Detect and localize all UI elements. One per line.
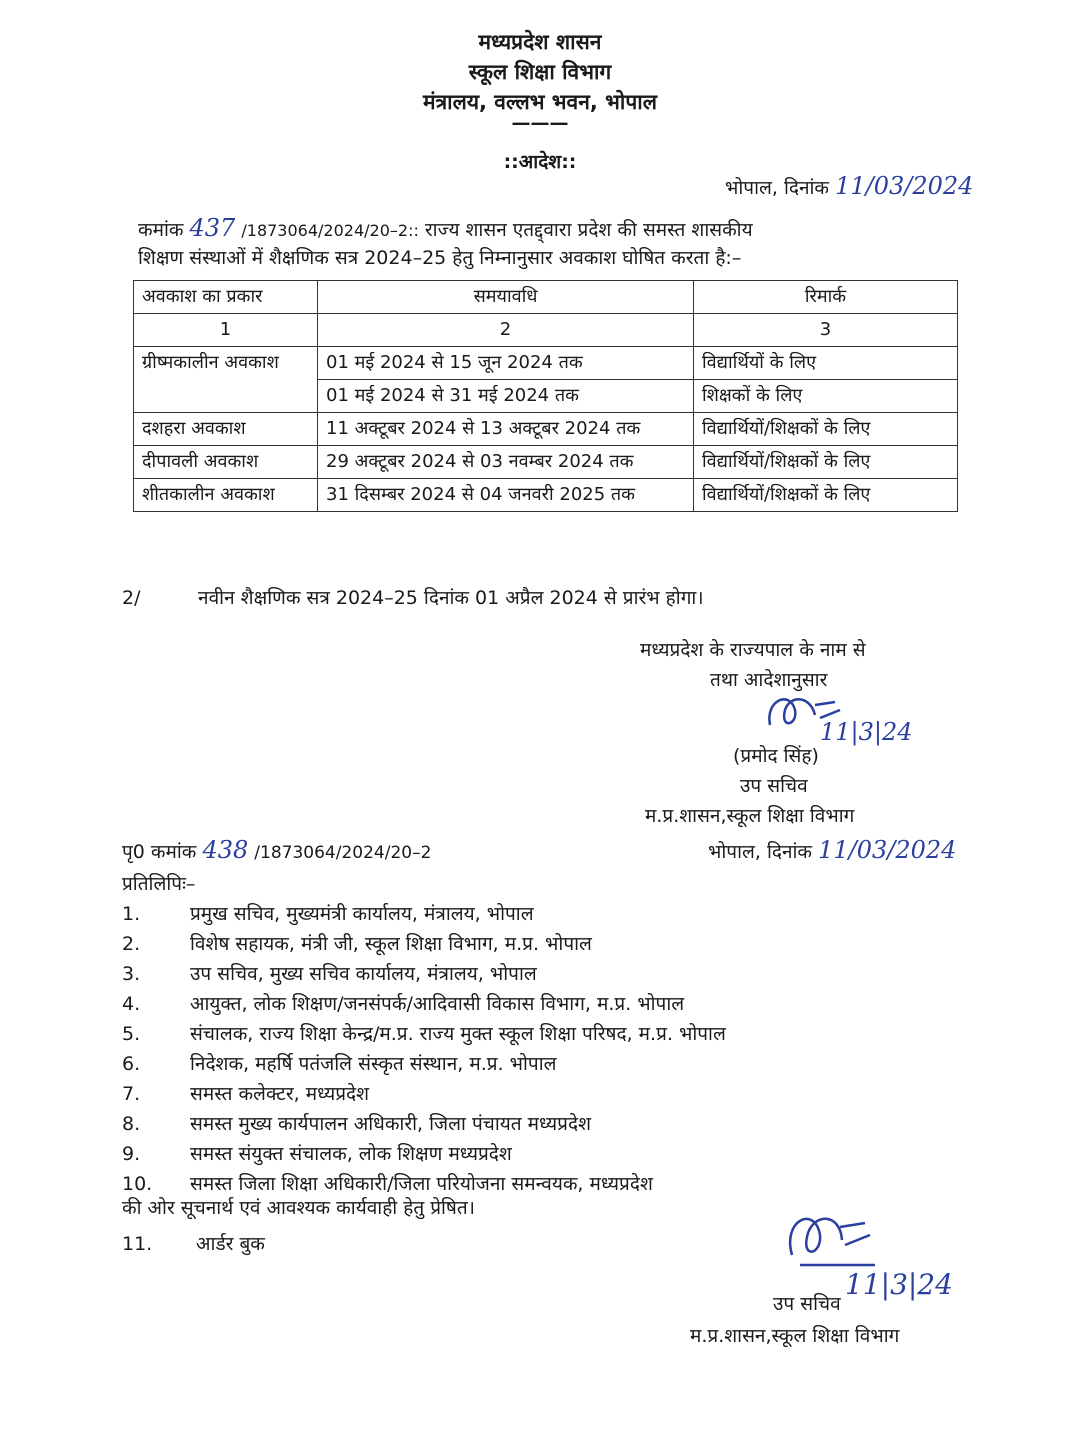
holiday-remark: विद्यार्थियों के लिए [694, 347, 958, 380]
endorsement-line [122, 836, 431, 864]
item-text: आर्डर बुक [196, 1233, 265, 1255]
holiday-type: दीपावली अवकाश [134, 446, 318, 479]
table-row [134, 446, 958, 479]
item-text: आयुक्त, लोक शिक्षण/जनसंपर्क/आदिवासी विकास विभाग, म.प्र. भोपाल [190, 993, 685, 1015]
column-number-row [134, 314, 958, 347]
header-address: मंत्रालय, वल्लभ भवन, भोपाल [423, 90, 657, 114]
intro-text: राज्य शासन एतद्द्वारा प्रदेश की समस्त शासकीय [424, 219, 753, 241]
signatory-department: म.प्र.शासन,स्कूल शिक्षा विभाग [690, 1325, 900, 1347]
col-number: 1 [134, 314, 318, 347]
list-item [122, 1140, 726, 1170]
list-item [122, 1230, 265, 1256]
item-text: समस्त संयुक्त संचालक, लोक शिक्षण मध्यप्रदेश [190, 1143, 512, 1165]
holiday-period: 01 मई 2024 से 31 मई 2024 तक [318, 380, 694, 413]
intro-line-1 [138, 214, 753, 242]
list-item [122, 990, 726, 1020]
holiday-remark: विद्यार्थियों/शिक्षकों के लिए [694, 479, 958, 512]
list-item [122, 1110, 726, 1140]
handwritten-order-number: 437 [189, 214, 236, 242]
endorsement-date [708, 836, 956, 864]
table-row [134, 413, 958, 446]
order-title: ::आदेश:: [503, 151, 577, 173]
copy-list [122, 900, 726, 1200]
holiday-remark: विद्यार्थियों/शिक्षकों के लिए [694, 446, 958, 479]
item-text: प्रमुख सचिव, मुख्यमंत्री कार्यालय, मंत्रालय, भोपाल [190, 903, 534, 925]
item-text: उप सचिव, मुख्य सचिव कार्यालय, मंत्रालय, भोपाल [190, 963, 537, 985]
handwritten-date: 11/03/2024 [835, 172, 974, 200]
list-item [122, 1050, 726, 1080]
holiday-period: 31 दिसम्बर 2024 से 04 जनवरी 2025 तक [318, 479, 694, 512]
signatory-name: (प्रमोद सिंह) [733, 745, 819, 767]
holiday-period: 11 अक्टूबर 2024 से 13 अक्टूबर 2024 तक [318, 413, 694, 446]
endorsement-label: पृ0 कमांक [122, 841, 197, 863]
list-item [122, 1080, 726, 1110]
header-state: मध्यप्रदेश शासन [478, 30, 602, 54]
col-number: 2 [318, 314, 694, 347]
order-reference: /1873064/2024/20–2:: [241, 221, 419, 240]
endorsement-reference: /1873064/2024/20–2 [254, 843, 432, 863]
holiday-type: ग्रीष्मकालीन अवकाश [134, 347, 318, 413]
copy-footer: की ओर सूचनार्थ एवं आवश्यक कार्यवाही हेतु प्रेषित। [122, 1197, 475, 1219]
holiday-table [133, 280, 958, 512]
authority-line: तथा आदेशानुसार [710, 669, 828, 691]
holiday-remark: शिक्षकों के लिए [694, 380, 958, 413]
header-type: अवकाश का प्रकार [134, 281, 318, 314]
list-item [122, 1020, 726, 1050]
item-text: निदेशक, महर्षि पतंजलि संस्कृत संस्थान, म.प्र. भोपाल [190, 1053, 557, 1075]
date-label: भोपाल, दिनांक [725, 177, 830, 199]
list-item [122, 960, 726, 990]
item-number: 11. [122, 1233, 153, 1255]
list-item [122, 930, 726, 960]
item-number: 3. [122, 963, 141, 985]
authority-line: मध्यप्रदेश के राज्यपाल के नाम से [640, 639, 866, 661]
item-text: समस्त कलेक्टर, मध्यप्रदेश [190, 1083, 370, 1105]
holiday-type: दशहरा अवकाश [134, 413, 318, 446]
point-number: 2/ [122, 587, 141, 609]
signature-date: 11|3|24 [845, 1268, 953, 1301]
copy-to-label: प्रतिलिपिः– [122, 873, 196, 895]
signatory-designation: उप सचिव [740, 775, 808, 797]
item-number: 1. [122, 903, 141, 925]
item-text: समस्त मुख्य कार्यपालन अधिकारी, जिला पंचायत मध्यप्रदेश [190, 1113, 591, 1135]
order-number-label: कमांक [138, 219, 184, 241]
intro-line-2: शिक्षण संस्थाओं में शैक्षणिक सत्र 2024–25 हेतु निम्नानुसार अवकाश घोषित करता है:– [138, 247, 742, 269]
item-text: विशेष सहायक, मंत्री जी, स्कूल शिक्षा विभाग, म.प्र. भोपाल [190, 933, 592, 955]
item-number: 10. [122, 1173, 153, 1195]
item-number: 8. [122, 1113, 141, 1135]
header-divider: ——— [511, 112, 569, 134]
holiday-type: शीतकालीन अवकाश [134, 479, 318, 512]
point-text: नवीन शैक्षणिक सत्र 2024–25 दिनांक 01 अप्रैल 2024 से प्रारंभ होगा। [198, 587, 704, 609]
item-text: समस्त जिला शिक्षा अधिकारी/जिला परियोजना समन्वयक, मध्यप्रदेश [190, 1173, 653, 1195]
table-row [134, 479, 958, 512]
point-2 [122, 584, 704, 610]
signature-date: 11|3|24 [820, 718, 913, 746]
item-number: 4. [122, 993, 141, 1015]
holiday-period: 01 मई 2024 से 15 जून 2024 तक [318, 347, 694, 380]
item-text: संचालक, राज्य शिक्षा केन्द्र/म.प्र. राज्य मुक्त स्कूल शिक्षा परिषद, म.प्र. भोपाल [190, 1023, 726, 1045]
col-number: 3 [694, 314, 958, 347]
item-number: 9. [122, 1143, 141, 1165]
signatory-designation: उप सचिव [773, 1293, 841, 1315]
item-number: 6. [122, 1053, 141, 1075]
list-item [122, 900, 726, 930]
signature-2 [780, 1205, 880, 1275]
header-period: समयावधि [318, 281, 694, 314]
holiday-period: 29 अक्टूबर 2024 से 03 नवम्बर 2024 तक [318, 446, 694, 479]
signatory-department: म.प्र.शासन,स्कूल शिक्षा विभाग [645, 805, 855, 827]
header-department: स्कूल शिक्षा विभाग [468, 60, 612, 84]
order-date [725, 172, 973, 200]
table-header-row [134, 281, 958, 314]
date-label: भोपाल, दिनांक [708, 841, 813, 863]
header-remark: रिमार्क [694, 281, 958, 314]
item-number: 5. [122, 1023, 141, 1045]
table-row [134, 347, 958, 380]
holiday-remark: विद्यार्थियों/शिक्षकों के लिए [694, 413, 958, 446]
handwritten-endorsement-number: 438 [202, 836, 249, 864]
handwritten-date: 11/03/2024 [818, 836, 957, 864]
item-number: 7. [122, 1083, 141, 1105]
item-number: 2. [122, 933, 141, 955]
